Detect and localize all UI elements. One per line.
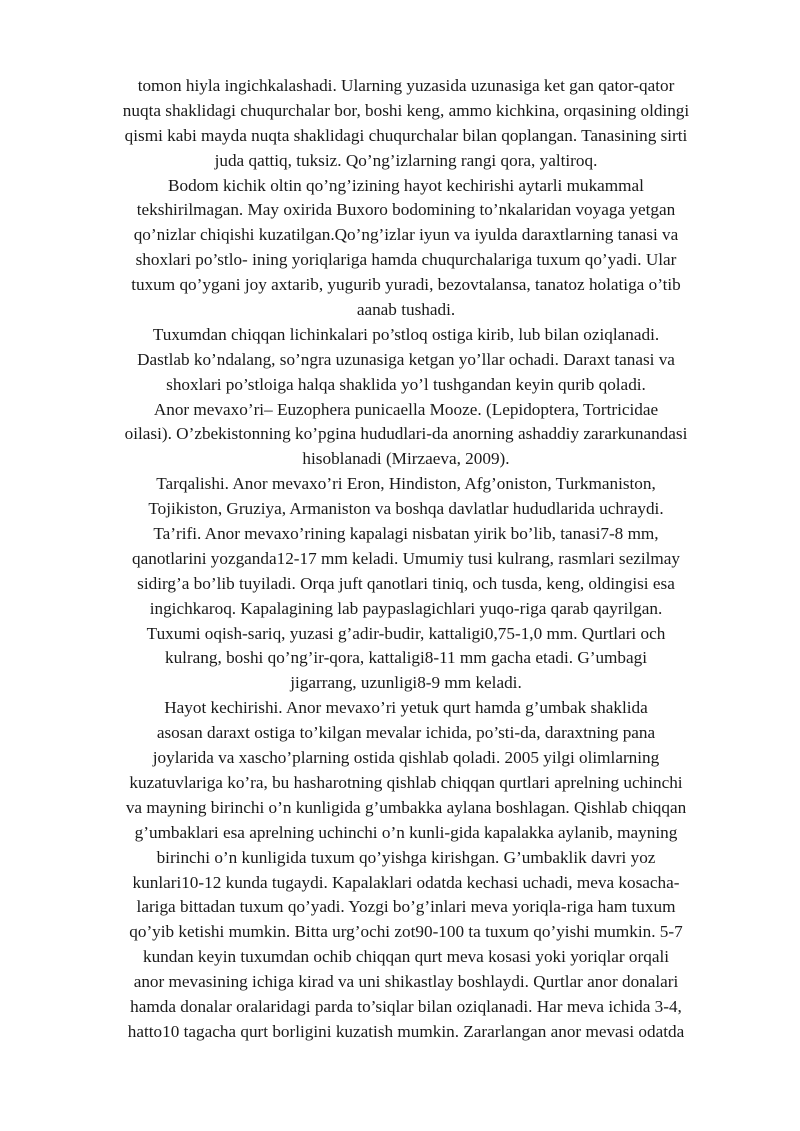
text-line: kulrang, boshi qo’ng’ir-qora, kattaligi8-11 mm gacha etadi. G’umbagi [164,648,648,668]
text-line: qo’yib ketishi mumkin. Bitta urg’ochi zot90-100 ta tuxum qo’yishi mumkin. 5-7 [129,922,683,942]
text-line: hisoblanadi (Mirzaeva, 2009). [302,449,510,469]
text-line: Tarqalishi. Anor mevaxo’ri Eron, Hindiston, Afg’oniston, Turkmaniston, [156,474,656,494]
text-line: Tojikiston, Gruziya, Armaniston va boshqa davlatlar hududlarida uchraydi. [148,499,664,519]
text-line: hamda donalar oralaridagi parda to’siqlar bilan oziqlanadi. Har meva ichida 3-4, [130,996,682,1016]
text-line: hatto10 tagacha qurt borligini kuzatish mumkin. Zararlangan anor mevasi odatda [127,1021,685,1041]
text-line: joylarida va xascho’plarning ostida qishlab qoladi. 2005 yilgi olimlarning [152,748,660,768]
text-line: Dastlab ko’ndalang, so’ngra uzunasiga ketgan yo’llar ochadi. Daraxt tanasi va [137,349,675,369]
text-line: lariga bittadan tuxum qo’yadi. Yozgi bo’g’inlari meva yoriqla-riga ham tuxum [136,897,676,917]
text-line: qanotlarini yozganda12-17 mm keladi. Umumiy tusi kulrang, rasmlari sezilmay [132,548,680,568]
text-line: kundan keyin tuxumdan ochib chiqqan qurt meva kosasi yoki yoriqlar orqali [142,947,669,967]
text-line: Anor mevaxo’ri– Euzophera punicaella Mooze. (Lepidoptera, Tortricidae [153,399,659,419]
text-line: ingichkaroq. Kapalagining lab paypaslagichlari yuqo-riga qarab qayrilgan. [149,598,663,618]
text-line: oilasi). O’zbekistonning ko’pgina hududlari-da anorning ashaddiy zararkunandasi [124,424,688,444]
body-text [96,74,716,1045]
text-line: juda qattiq, tuksiz. Qo’ng’izlarning rangi qora, yaltiroq. [214,150,598,170]
text-line: g’umbaklari esa aprelning uchinchi o’n kunli-gida kapalakka aylanib, mayning [134,822,678,842]
text-line: birinchi o’n kunligida tuxum qo’yishga kirishgan. G’umbaklik davri yoz [156,847,656,867]
text-line: aanab tushadi. [356,300,456,320]
text-line: asosan daraxt ostiga to’kilgan mevalar ichida, po’sti-da, daraxtning pana [156,723,656,743]
text-line: kuzatuvlariga ko’ra, bu hasharotning qishlab chiqqan qurtlari aprelning uchinchi [129,772,683,792]
text-line: qismi kabi mayda nuqta shaklidagi chuqurchalar bilan qoplangan. Tanasining sirti [124,125,688,145]
text-line: shoxlari po’stloiga halqa shaklida yo’l tushgandan keyin qurib qoladi. [166,374,646,394]
text-line: Bodom kichik oltin qo’ng’izining hayot kechirishi aytarli mukammal [168,175,644,195]
text-line: kunlari10-12 kunda tugaydi. Kapalaklari odatda kechasi uchadi, meva kosacha- [132,872,680,892]
text-line: va mayning birinchi o’n kunligida g’umbakka aylana boshlagan. Qishlab chiqqan [125,797,687,817]
text-line: sidirg’a bo’lib tuyiladi. Orqa juft qanotlari tiniq, och tusda, keng, oldingisi esa [137,573,675,593]
text-line: Hayot kechirishi. Anor mevaxo’ri yetuk qurt hamda g’umbak shaklida [164,698,648,718]
text-line: Tuxumdan chiqqan lichinkalari po’stloq ostiga kirib, lub bilan oziqlanadi. [152,324,660,344]
text-line: jigarrang, uzunligi8-9 mm keladi. [290,673,522,693]
text-line: tuxum qo’ygani joy axtarib, yugurib yuradi, bezovtalansa, tanatoz holatiga o’tib [131,275,681,295]
text-line: tekshirilmagan. May oxirida Buxoro bodomining to’nkalaridan voyaga yetgan [136,200,676,220]
text-line: nuqta shaklidagi chuqurchalar bor, boshi keng, ammo kichkina, orqasining oldingi [122,100,690,120]
text-line: tomon hiyla ingichkalashadi. Ularning yuzasida uzunasiga ket gan qator-qator [137,76,675,95]
text-line: Tuxumi oqish-sariq, yuzasi g’adir-budir, kattaligi0,75-1,0 mm. Qurtlari och [146,623,666,643]
text-line: Ta’rifi. Anor mevaxo’rining kapalagi nisbatan yirik bo’lib, tanasi7-8 mm, [153,524,659,544]
text-line: shoxlari po’stlo- ining yoriqlariga hamda chuqurchalariga tuxum qo’yadi. Ular [135,250,677,270]
text-line: anor mevasining ichiga kirad va uni shikastlay boshlaydi. Qurtlar anor donalari [133,972,679,992]
text-line: qo’nizlar chiqishi kuzatilgan.Qo’ng’izlar iyun va iyulda daraxtlarning tanasi va [133,225,679,245]
